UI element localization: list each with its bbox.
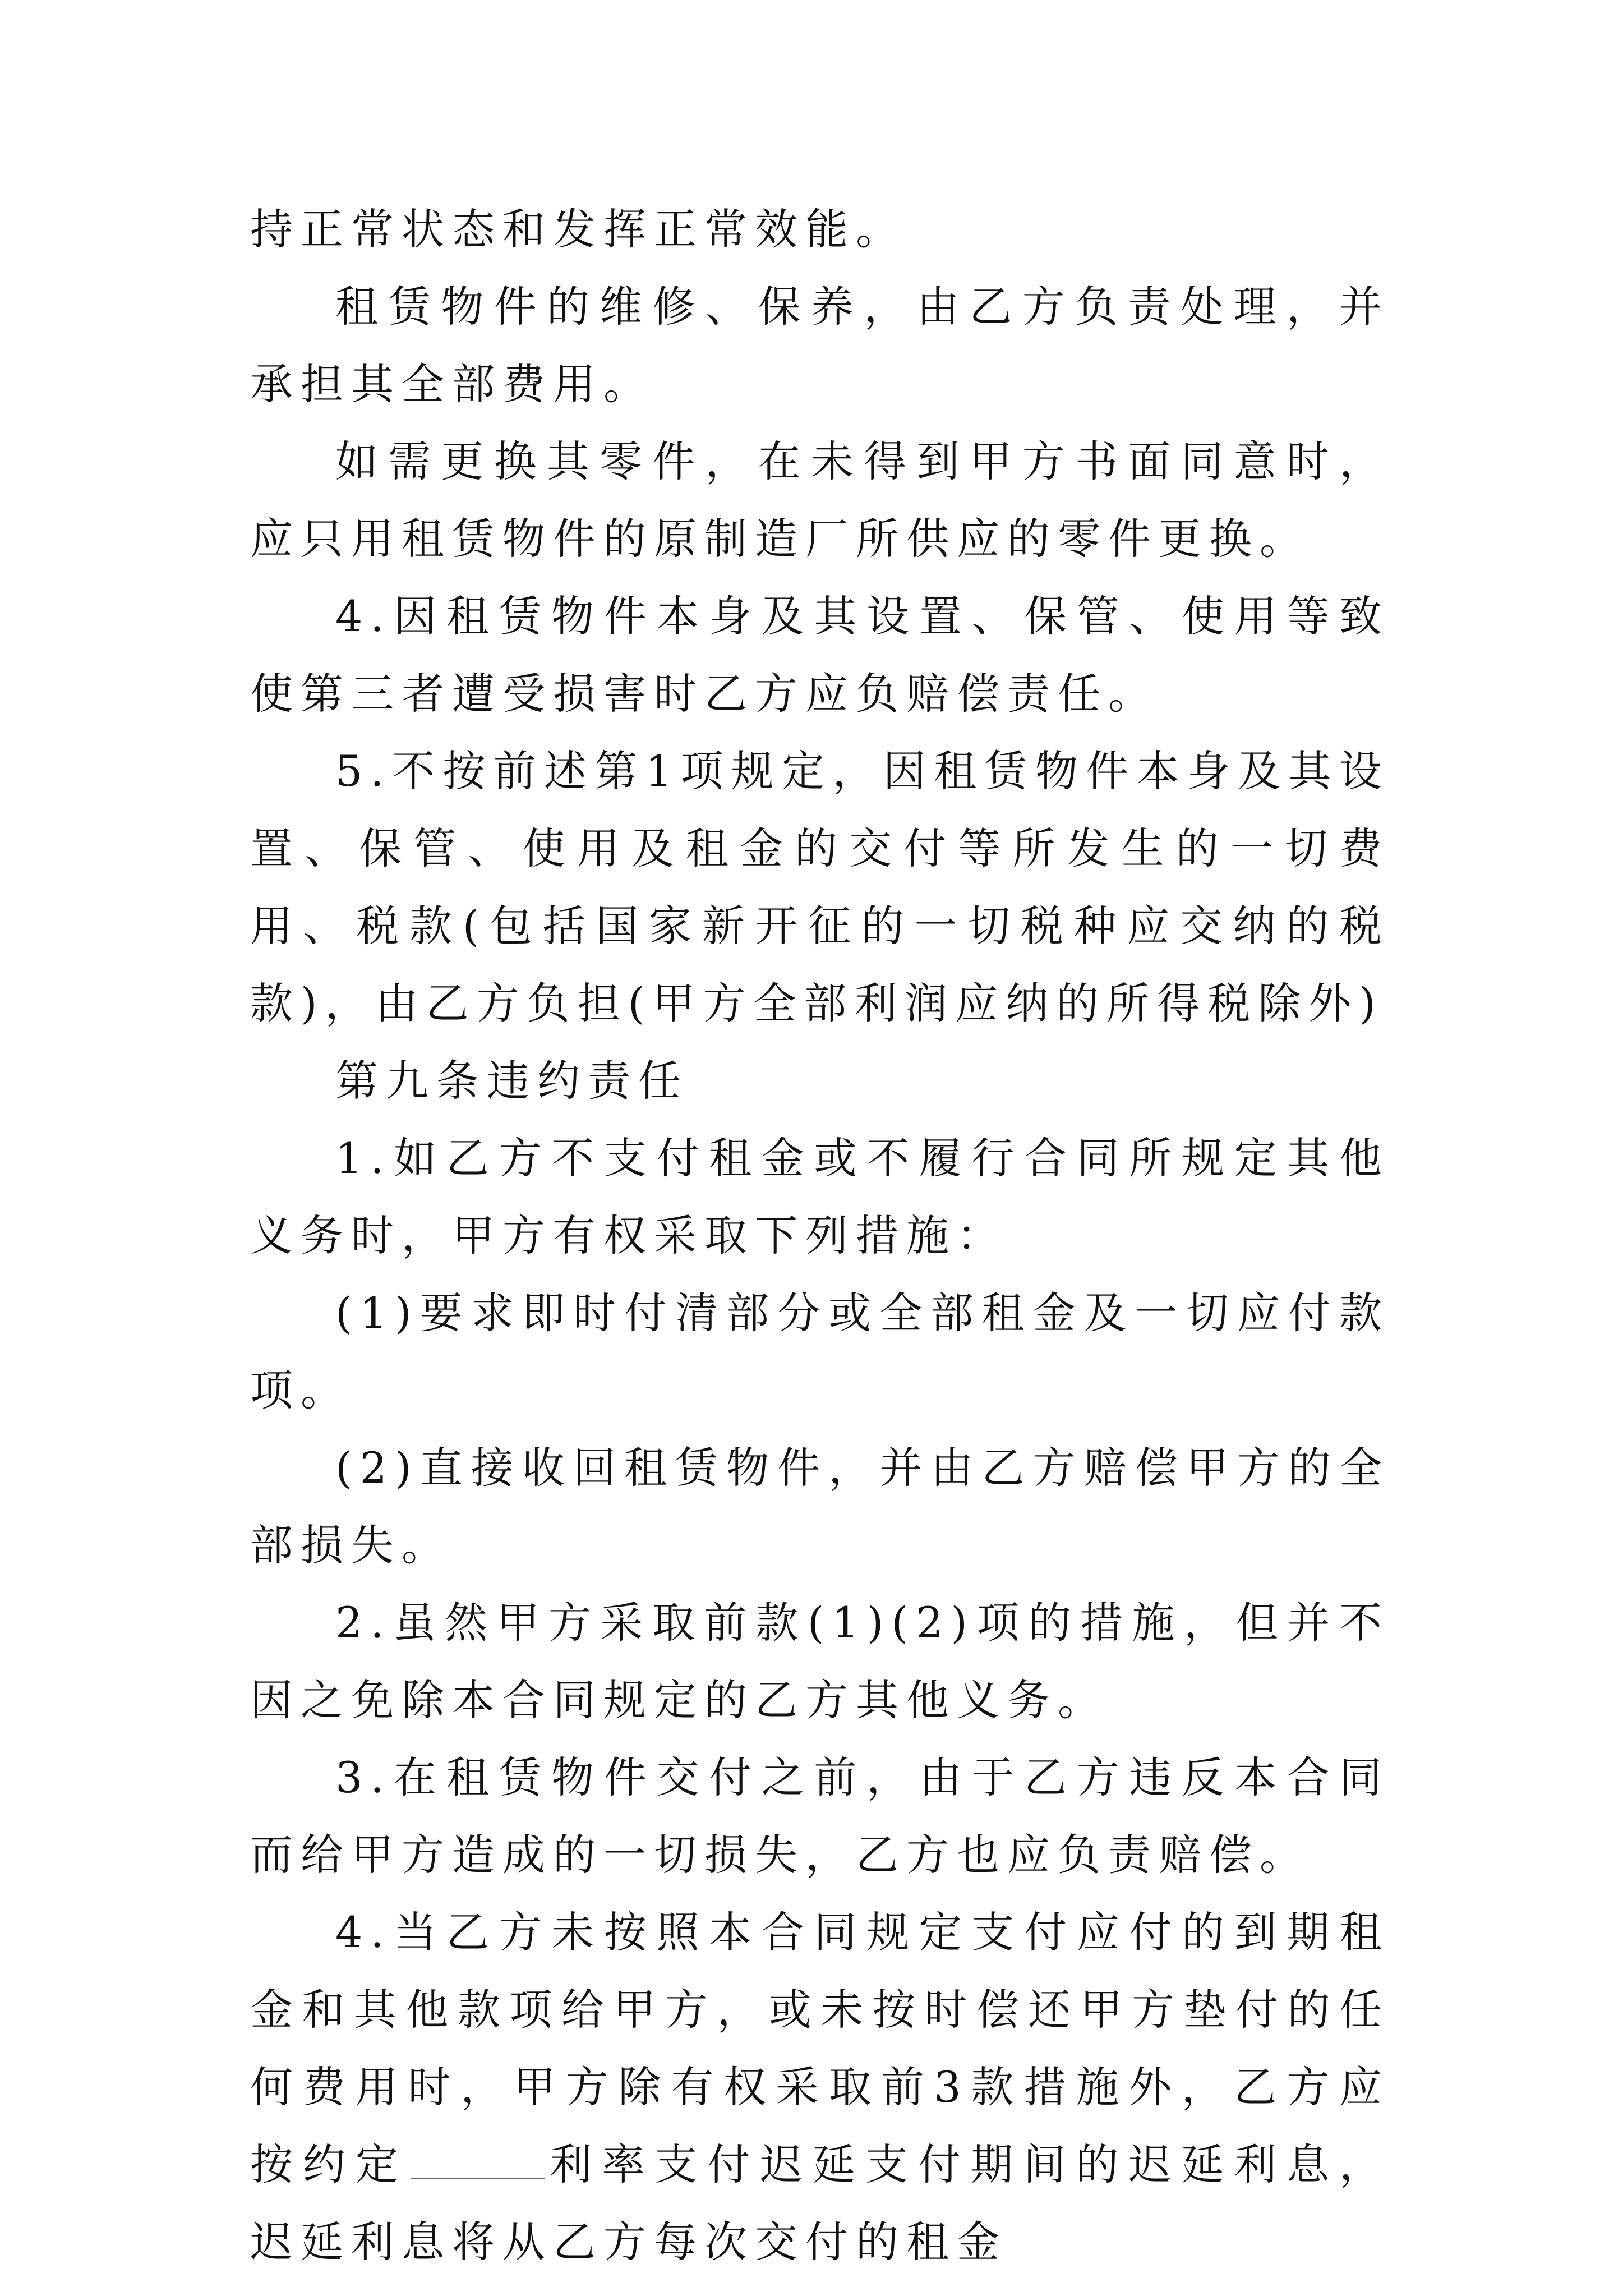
- paragraph: 持正常状态和发挥正常效能。: [250, 204, 906, 254]
- paragraph: 3.在租赁物件交付之前，由于乙方违反本合同而给甲方造成的一切损失，乙方也应负责赔偿。: [250, 1752, 1390, 1880]
- fill-in-blank: [411, 2138, 545, 2179]
- document-body: [250, 191, 1390, 2281]
- paragraph: (2)直接收回租赁物件，并由乙方赔偿甲方的全部损失。: [250, 1443, 1390, 1570]
- paragraph: 1.如乙方不支付租金或不履行合同所规定其他义务时，甲方有权采取下列措施：: [250, 1133, 1390, 1260]
- paragraph: 租赁物件的维修、保养，由乙方负责处理，并承担其全部费用。: [250, 282, 1390, 409]
- paragraph: 5.不按前述第1项规定，因租赁物件本身及其设置、保管、使用及租金的交付等所发生的一切费用、税款(包括国家新开征的一切税种应交纳的税款)，由乙方负担(甲方全部利润应纳的所得税除外): [250, 746, 1390, 1028]
- paragraph: 4.因租赁物件本身及其设置、保管、使用等致使第三者遭受损害时乙方应负赔偿责任。: [250, 591, 1390, 719]
- paragraph-text-before-blank: 4.当乙方未按照本合同规定支付应付的到期租金和其他款项给甲方，或未按时偿还甲方垫付的任何费用时，甲方除有权采取前3款措施外，乙方应按约定: [250, 1907, 1390, 2189]
- paragraph: [250, 1894, 1390, 2281]
- paragraph-text-after-blank: 利率支付迟延支付期间的迟延利息，迟延利息将从乙方每次交付的租金: [250, 2139, 1390, 2267]
- paragraph: 如需更换其零件，在未得到甲方书面同意时，应只用租赁物件的原制造厂所供应的零件更换。: [250, 436, 1390, 564]
- paragraph: 2.虽然甲方采取前款(1)(2)项的措施，但并不因之免除本合同规定的乙方其他义务。: [250, 1598, 1390, 1725]
- paragraph: (1)要求即时付清部分或全部租金及一切应付款项。: [250, 1288, 1390, 1415]
- section-heading: 第九条违约责任: [335, 1056, 689, 1106]
